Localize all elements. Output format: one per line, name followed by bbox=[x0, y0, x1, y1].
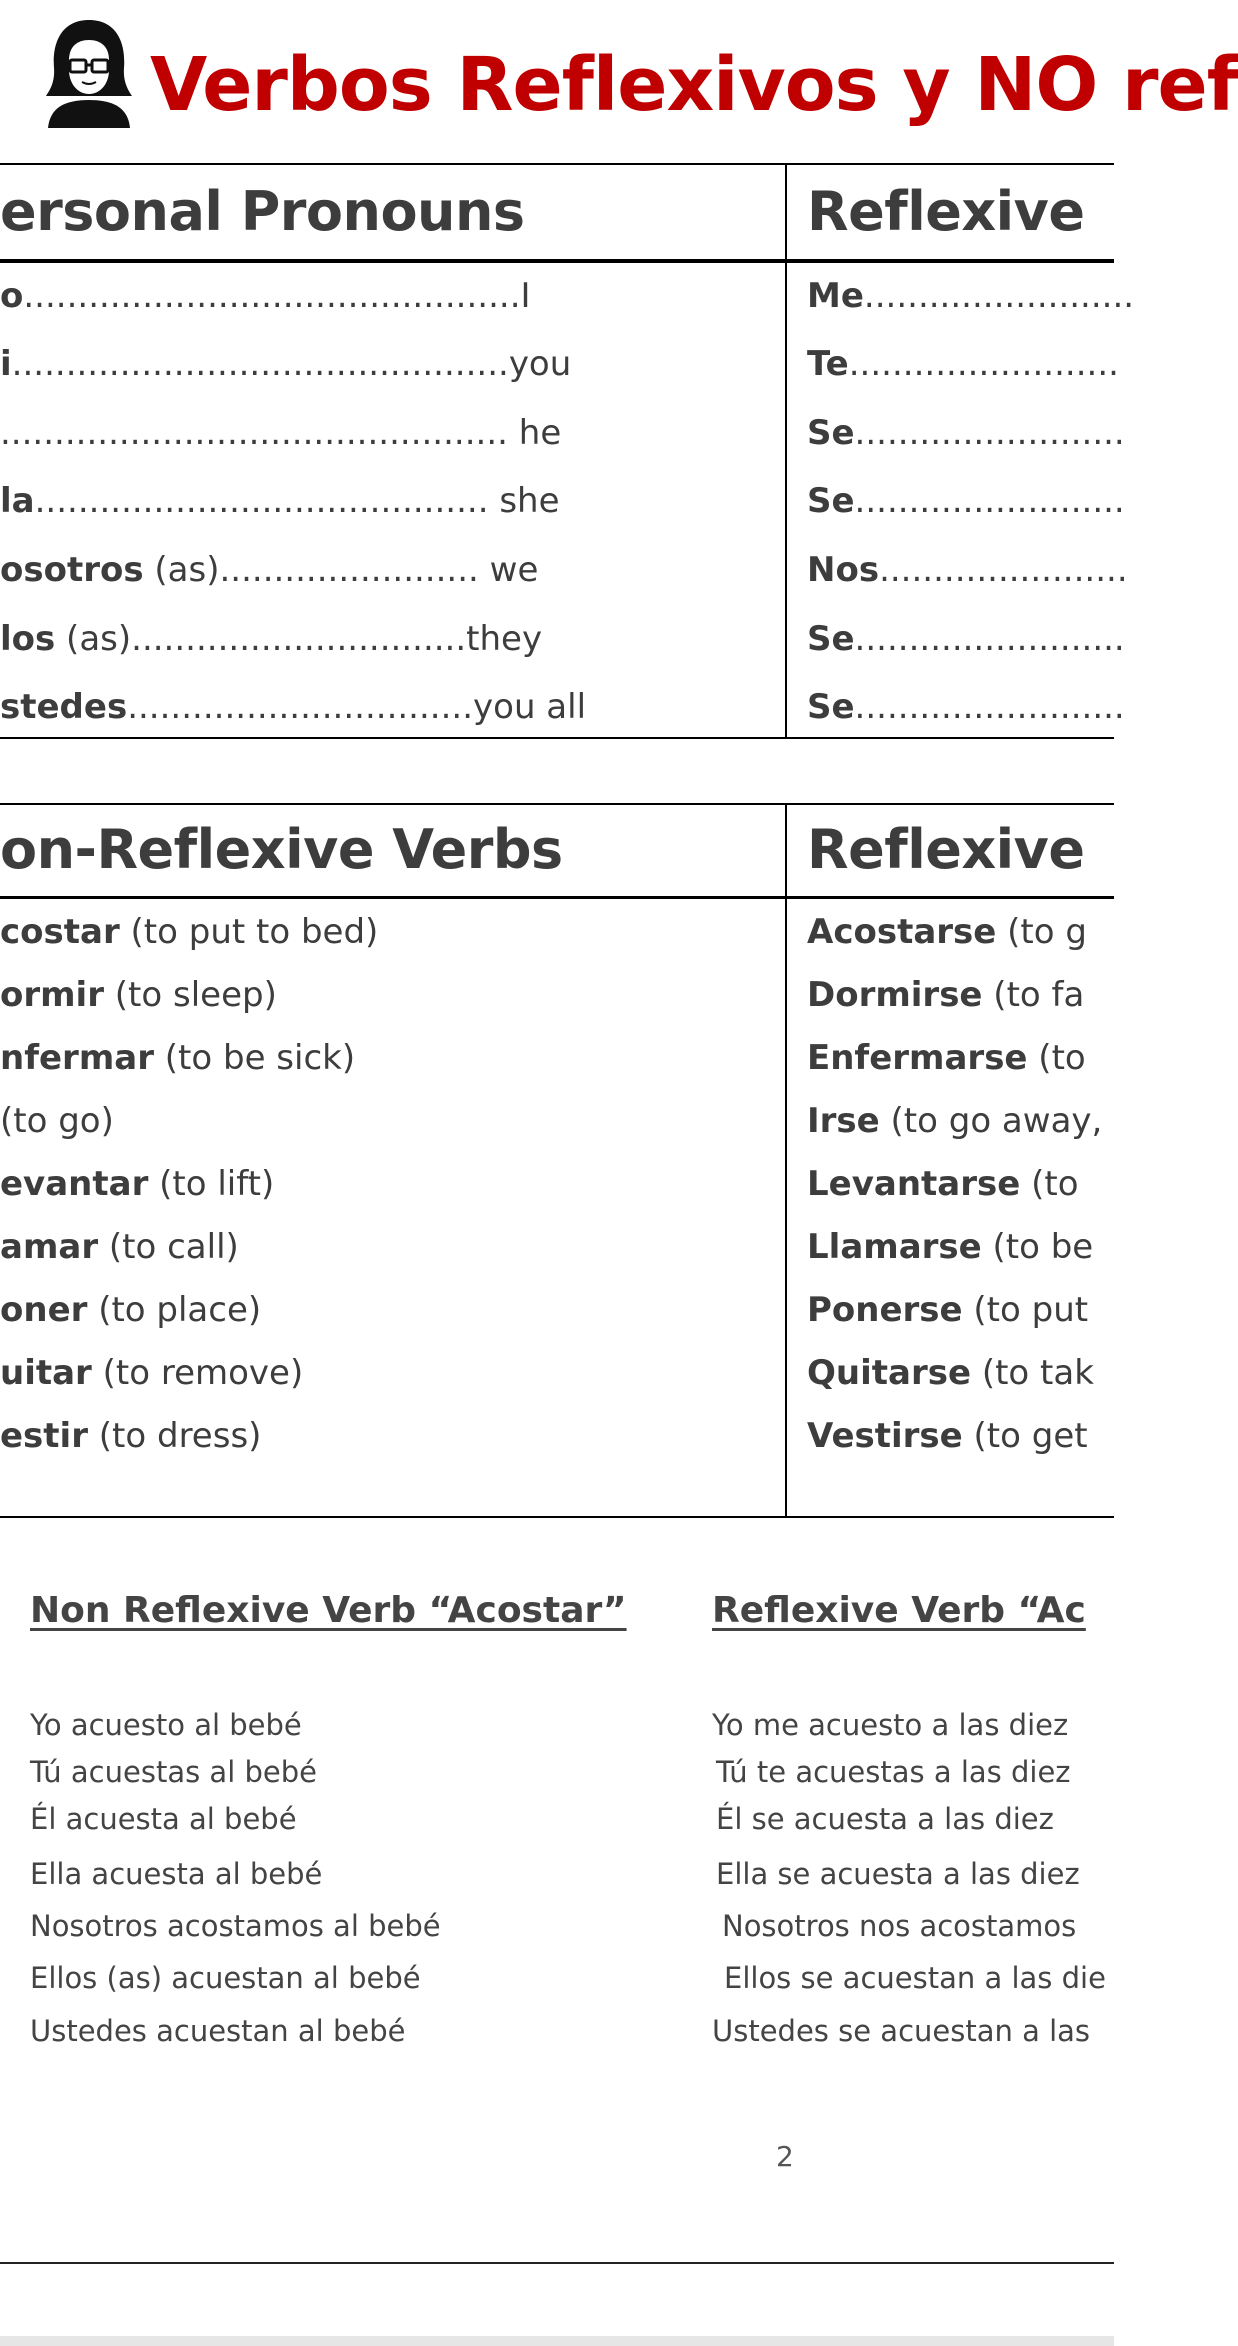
reflexive-example-header: Reflexive Verb “Ac bbox=[712, 1590, 1086, 1631]
pronoun-row: ............................................... he bbox=[0, 413, 562, 453]
reflexive-verb-row: Irse (to go away, bbox=[807, 1101, 1103, 1141]
example-line: Yo acuesto al bebé bbox=[30, 1708, 302, 1742]
example-line: Nosotros nos acostamos bbox=[722, 1909, 1077, 1943]
verb-row: evantar (to lift) bbox=[0, 1164, 275, 1204]
example-line: Nosotros acostamos al bebé bbox=[30, 1909, 441, 1943]
table2-top-border bbox=[0, 803, 1114, 805]
verb-row: (to go) bbox=[0, 1101, 114, 1141]
verb-row: uitar (to remove) bbox=[0, 1353, 304, 1393]
verb-row: amar (to call) bbox=[0, 1227, 239, 1267]
reflexive-verb-row: Vestirse (to get bbox=[807, 1416, 1088, 1456]
table1-column-divider bbox=[785, 163, 787, 739]
reflexive-verb-row: Acostarse (to g bbox=[807, 912, 1087, 952]
table2-column-divider bbox=[785, 803, 787, 1518]
verb-row: costar (to put to bed) bbox=[0, 912, 379, 952]
table1-bottom-border bbox=[0, 737, 1114, 739]
reflexive-pronoun-row: Nos....................... bbox=[807, 550, 1128, 590]
reflexive-verb-row: Enfermarse (to bbox=[807, 1038, 1086, 1078]
reflexive-verb-row: Quitarse (to tak bbox=[807, 1353, 1094, 1393]
example-line: Yo me acuesto a las diez bbox=[712, 1708, 1069, 1742]
page-title: Verbos Reflexivos y NO ref bbox=[150, 42, 1238, 128]
example-line: Tú acuestas al bebé bbox=[30, 1755, 317, 1789]
reflexive-verbs-header: Reflexive bbox=[807, 818, 1085, 881]
example-line: Él se acuesta a las diez bbox=[716, 1802, 1054, 1836]
example-line: Ellos (as) acuestan al bebé bbox=[30, 1961, 421, 1995]
reflexive-verb-row: Ponerse (to put bbox=[807, 1290, 1089, 1330]
pronoun-row: o..............................................I bbox=[0, 276, 531, 316]
reflexive-pronoun-row: Se......................... bbox=[807, 413, 1125, 453]
example-line: Él acuesta al bebé bbox=[30, 1802, 297, 1836]
pronoun-row: la.......................................... she bbox=[0, 481, 560, 521]
example-line: Ella acuesta al bebé bbox=[30, 1857, 323, 1891]
example-line: Ellos se acuestan a las die bbox=[724, 1961, 1106, 1995]
reflexive-verb-row: Llamarse (to be bbox=[807, 1227, 1094, 1267]
reflexive-verb-row: Levantarse (to bbox=[807, 1164, 1079, 1204]
example-line: Ustedes se acuestan a las bbox=[712, 2014, 1091, 2048]
example-line: Tú te acuestas a las diez bbox=[716, 1755, 1071, 1789]
table1-top-border bbox=[0, 163, 1114, 165]
non-reflexive-verbs-header: on-Reflexive Verbs bbox=[0, 818, 563, 881]
example-line: Ustedes acuestan al bebé bbox=[30, 2014, 406, 2048]
verb-row: oner (to place) bbox=[0, 1290, 262, 1330]
reflexive-pronoun-row: Se......................... bbox=[807, 687, 1125, 727]
reflexive-pronoun-row: Te......................... bbox=[807, 344, 1119, 384]
reflexive-verb-row: Dormirse (to fa bbox=[807, 975, 1085, 1015]
reflexive-pronoun-row: Se......................... bbox=[807, 481, 1125, 521]
pronoun-row: i..............................................you bbox=[0, 344, 572, 384]
page-gap-strip bbox=[0, 2336, 1114, 2346]
verb-row: ormir (to sleep) bbox=[0, 975, 277, 1015]
reflexive-pronoun-row: Se......................... bbox=[807, 619, 1125, 659]
pronoun-row: osotros (as)........................ we bbox=[0, 550, 539, 590]
pronoun-row: stedes................................you all bbox=[0, 687, 587, 727]
table1-header-rule bbox=[0, 259, 1114, 263]
reflexive-pronouns-header: Reflexive bbox=[807, 180, 1085, 243]
teacher-avatar-icon bbox=[36, 16, 142, 128]
verb-row: nfermar (to be sick) bbox=[0, 1038, 356, 1078]
page-number: 2 bbox=[776, 2140, 794, 2173]
personal-pronouns-header: ersonal Pronouns bbox=[0, 180, 525, 243]
example-line: Ella se acuesta a las diez bbox=[716, 1857, 1080, 1891]
verb-row: estir (to dress) bbox=[0, 1416, 262, 1456]
table2-header-rule bbox=[0, 896, 1114, 899]
table2-bottom-border bbox=[0, 1516, 1114, 1518]
pronoun-row: los (as)...............................they bbox=[0, 619, 543, 659]
reflexive-pronoun-row: Me......................... bbox=[807, 276, 1135, 316]
page-bottom-rule bbox=[0, 2262, 1114, 2264]
non-reflexive-example-header: Non Reflexive Verb “Acostar” bbox=[30, 1590, 627, 1631]
